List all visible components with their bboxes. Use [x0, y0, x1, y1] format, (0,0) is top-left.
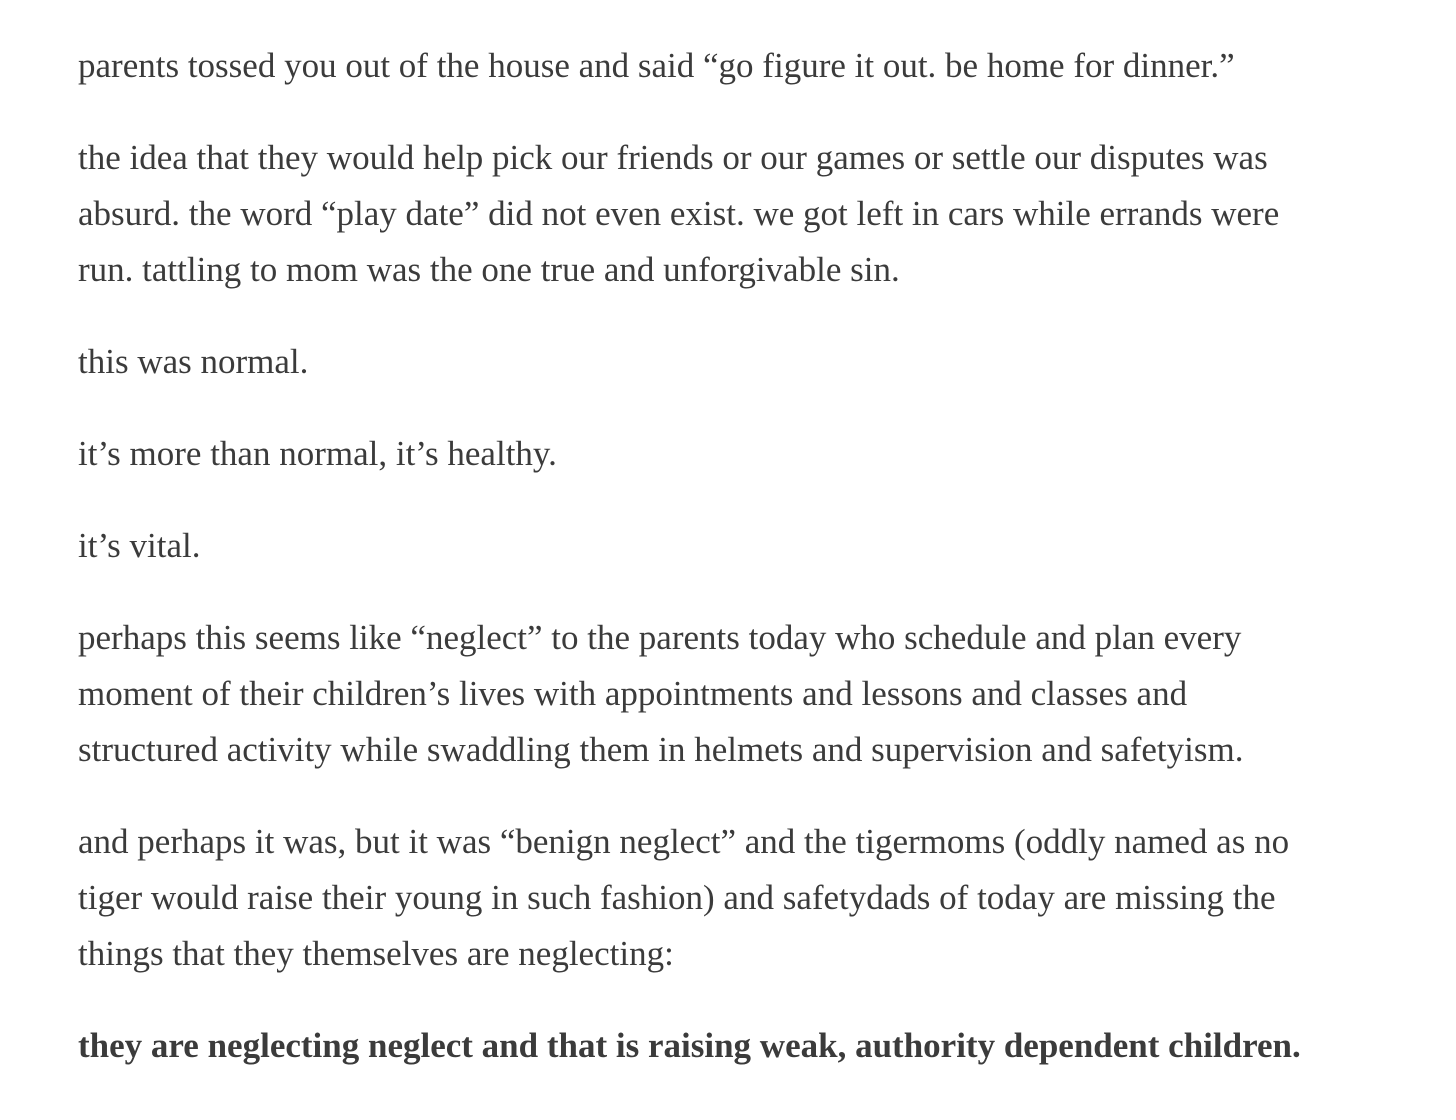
text-line: they are neglecting neglect and that is raising weak, authority dependent children.: [78, 1026, 1301, 1065]
text-line: absurd. the word “play date” did not even exist. we got left in cars while errands were: [78, 194, 1280, 233]
article-body: [78, 38, 1428, 1110]
text-line: structured activity while swaddling them in helmets and supervision and safetyism.: [78, 730, 1244, 769]
paragraph: [78, 610, 1428, 778]
text-line: and perhaps it was, but it was “benign neglect” and the tigermoms (oddly named as no: [78, 822, 1290, 861]
paragraph: [78, 426, 1428, 482]
paragraph: [78, 130, 1428, 298]
paragraph: [78, 518, 1428, 574]
text-line: moment of their children’s lives with appointments and lessons and classes and: [78, 674, 1188, 713]
text-line: it’s more than normal, it’s healthy.: [78, 434, 557, 473]
text-line: run. tattling to mom was the one true and unforgivable sin.: [78, 250, 900, 289]
bold-conclusion-paragraph: [78, 1018, 1428, 1074]
text-line: perhaps this seems like “neglect” to the parents today who schedule and plan every: [78, 618, 1242, 657]
text-line: it’s vital.: [78, 526, 201, 565]
text-line: the idea that they would help pick our friends or our games or settle our disputes was: [78, 138, 1268, 177]
paragraph: [78, 38, 1428, 94]
text-line: parents tossed you out of the house and said “go figure it out. be home for dinner.”: [78, 46, 1235, 85]
text-line: things that they themselves are neglecting:: [78, 934, 674, 973]
text-line: this was normal.: [78, 342, 309, 381]
paragraph: [78, 814, 1428, 982]
text-line: tiger would raise their young in such fashion) and safetydads of today are missing the: [78, 878, 1276, 917]
paragraph: [78, 334, 1428, 390]
